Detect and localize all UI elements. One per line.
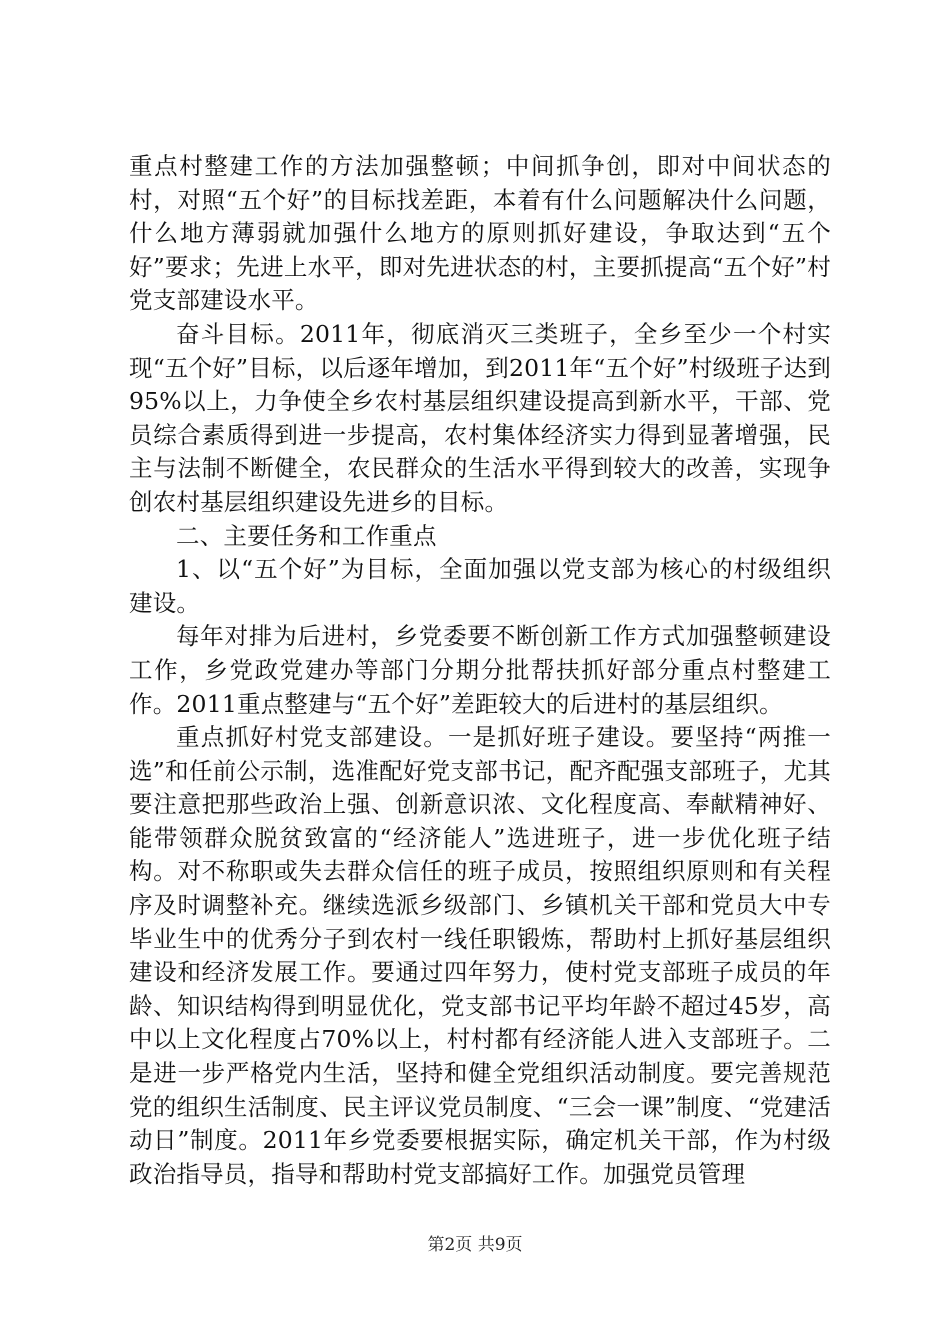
paragraph-6: 重点抓好村党支部建设。一是抓好班子建设。要坚持“两推一选”和任前公示制，选准配好党支部书记，配齐配强支部班子，尤其要注意把那些政治上强、创新意识浓、文化程度高、奉献精神好、能带领群众脱贫致富的“经济能人”选进班子，进一步优化班子结构。对不称职或失去群众信任的班子成员，按照组织原则和有关程序及时调整补充。继续选派乡级部门、乡镇机关干部和党员大中专毕业生中的优秀分子到农村一线任职锻炼，帮助村上抓好基层组织建设和经济发展工作。要通过四年努力，使村党支部班子成员的年龄、知识结构得到明显优化，党支部书记平均年龄不超过45岁，高中以上文化程度占70%以上，村村都有经济能人进入支部班子。二是进一步严格党内生活，坚持和健全党组织活动制度。要完善规范党的组织生活制度、民主评议党员制度、“三会一课”制度、“党建活动日”制度。2011年乡党委要根据实际，确定机关干部，作为村级政治指导员，指导和帮助村党支部搞好工作。加强党员管理 xyxy=(129,723,831,1188)
paragraph-2: 奋斗目标。2011年，彻底消灭三类班子，全乡至少一个村实现“五个好”目标，以后逐年增加，到2011年“五个好”村级班子达到95%以上，力争使全乡农村基层组织建设提高到新水平，干部、党员综合素质得到进一步提高，农村集体经济实力得到显著增强，民主与法制不断健全，农民群众的生活水平得到较大的改善，实现争创农村基层组织建设先进乡的目标。 xyxy=(129,319,831,516)
section-heading: 二、主要任务和工作重点 xyxy=(176,521,437,550)
paragraph-1: 重点村整建工作的方法加强整顿；中间抓争创，即对中间状态的村，对照“五个好”的目标找差距，本着有什么问题解决什么问题，什么地方薄弱就加强什么地方的原则抓好建设，争取达到“五个好”要求；先进上水平，即对先进状态的村，主要抓提高“五个好”村党支部建设水平。 xyxy=(129,152,831,315)
paragraph-5: 每年对排为后进村，乡党委要不断创新工作方式加强整顿建设工作，乡党政党建办等部门分期分批帮扶抓好部分重点村整建工作。2011重点整建与“五个好”差距较大的后进村的基层组织。 xyxy=(129,622,831,718)
document-body xyxy=(129,150,831,1191)
paragraph-4: 1、以“五个好”为目标，全面加强以党支部为核心的村级组织建设。 xyxy=(129,555,831,617)
page-number-footer: 第2页 共9页 xyxy=(427,1235,523,1255)
